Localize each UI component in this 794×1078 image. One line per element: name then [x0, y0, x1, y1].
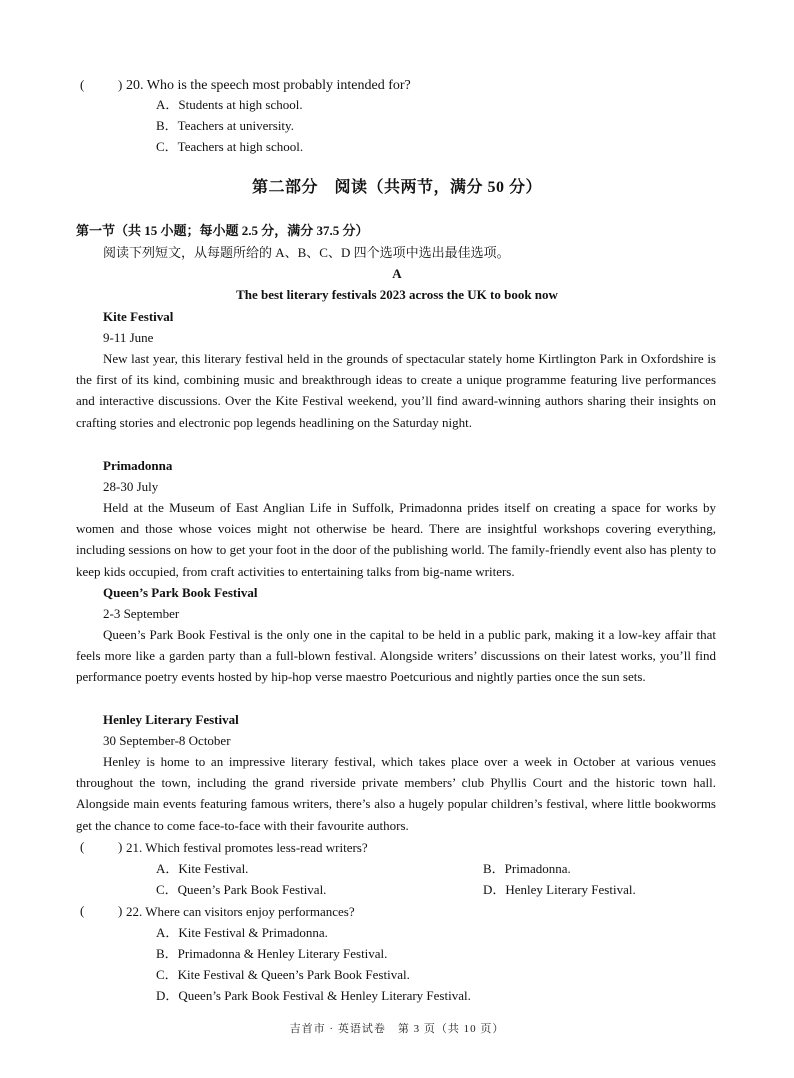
q20-option-b: B．Teachers at university. — [156, 118, 294, 133]
q22-answer-paren-open[interactable]: ( — [80, 903, 85, 918]
page-footer: 吉首市 · 英语试卷 第 3 页（共 10 页） — [289, 1023, 505, 1035]
q21-option-c: C．Queen’s Park Book Festival. — [156, 882, 327, 897]
festival-date-primadonna: 28-30 July — [103, 479, 159, 494]
festival-name-queens-park: Queen’s Park Book Festival — [103, 585, 258, 600]
festival-date-kite: 9-11 June — [103, 330, 154, 345]
q22-option-c: C．Kite Festival & Queen’s Park Book Festival. — [156, 967, 410, 982]
q22-answer-paren-close: ) — [118, 903, 123, 918]
festival-text-henley: Henley is home to an impressive literary festival, which takes place over a week in October at various venues throughout the town, including the grand riverside private members’ club Phyllis Court and the historic town hall. Alongside main events featuring famous writers, there’s also a hugely popular children’s festival, where little bookworms get the chance to come face-to-face with their favourite authors. — [76, 754, 716, 833]
q20-stem: 20. Who is the speech most probably intended for? — [126, 78, 411, 93]
q21-stem: 21. Which festival promotes less-read writers? — [126, 840, 368, 855]
q21-option-a: A．Kite Festival. — [156, 861, 249, 876]
q21-answer-paren-open[interactable]: ( — [80, 839, 85, 854]
festival-name-kite: Kite Festival — [103, 309, 174, 324]
passage-letter: A — [392, 266, 402, 281]
q20-option-c: C．Teachers at high school. — [156, 139, 304, 154]
festival-name-henley: Henley Literary Festival — [103, 712, 239, 727]
festival-date-henley: 30 September-8 October — [103, 733, 231, 748]
passage-title: The best literary festivals 2023 across the UK to book now — [236, 287, 558, 302]
q21-answer-paren-close: ) — [118, 839, 123, 854]
festival-text-primadonna: Held at the Museum of East Anglian Life in Suffolk, Primadonna prides itself on creating a space for works by women and those whose voices might not otherwise be heard. There are insightful workshops covering everything, including sessions on how to get your foot in the door of the publishing world. The family-friendly event also has plenty to keep kids occupied, from craft activities to entertaining talks from big-name writers. — [76, 500, 716, 579]
section-title: 第二部分 阅读（共两节，满分 50 分） — [251, 179, 542, 196]
q22-option-a: A．Kite Festival & Primadonna. — [156, 925, 328, 940]
festival-text-kite: New last year, this literary festival held in the grounds of spectacular stately home Kirtlington Park in Oxfordshire is the first of its kind, combining music and breakthrough ideas to create a unique programme featuring live performances and interactive discussions. Over the Kite Festival weekend, you’ll find award-winning authors sharing their insights on crafting stories and electronic pop legends headlining on the Saturday night. — [76, 351, 716, 430]
q20-option-a: A．Students at high school. — [156, 97, 303, 112]
q21-option-b: B．Primadonna. — [483, 861, 571, 876]
part1-instruction: 阅读下列短文，从每题所给的 A、B、C、D 四个选项中选出最佳选项。 — [103, 245, 510, 260]
q20-answer-paren-close: ) — [118, 77, 123, 92]
q22-stem: 22. Where can visitors enjoy performances? — [126, 904, 355, 919]
q21-option-d: D．Henley Literary Festival. — [483, 882, 636, 897]
q22-option-d: D．Queen’s Park Book Festival & Henley Literary Festival. — [156, 988, 471, 1003]
q22-option-b: B．Primadonna & Henley Literary Festival. — [156, 946, 388, 961]
festival-text-queens-park: Queen’s Park Book Festival is the only one in the capital to be held in a public park, making it a low-key affair that feels more like a garden party than a full-blown festival. Alongside writers’ discussions on their latest works, you’ll find performance poetry events hosted by hip-hop verse maestro Poetcurious and nightly parties once the sun sets. — [76, 627, 716, 685]
festival-name-primadonna: Primadonna — [103, 458, 173, 473]
festival-date-queens-park: 2-3 September — [103, 606, 180, 621]
q20-answer-paren-open[interactable]: ( — [80, 77, 85, 92]
part1-heading: 第一节（共 15 小题；每小题 2.5 分，满分 37.5 分） — [76, 223, 369, 238]
